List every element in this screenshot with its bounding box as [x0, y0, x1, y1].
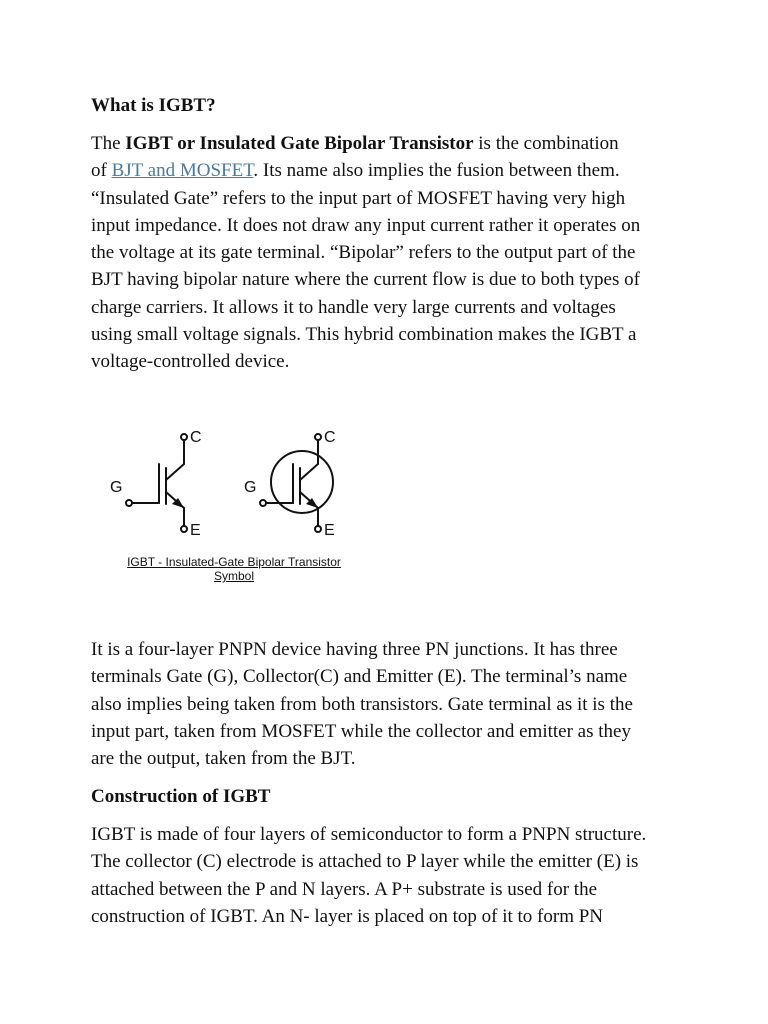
layers-line-5: are the output, taken from the BJT. [91, 748, 356, 770]
bjt-mosfet-link[interactable]: BJT and MOSFET [111, 160, 254, 182]
construction-line-2: The collector (C) electrode is attached to P layer while the emitter (E) is [91, 851, 639, 873]
intro-line-8: using small voltage signals. This hybrid combination makes the IGBT a [91, 324, 637, 346]
igbt-symbol-diagram [100, 420, 368, 550]
collector-label-1: C [190, 429, 202, 446]
intro-line-2 [91, 157, 691, 184]
layers-paragraph [91, 636, 691, 772]
construction-line-4: construction of IGBT. An N- layer is placed on top of it to form PN [91, 905, 604, 927]
heading-what-is-igbt: What is IGBT? [91, 95, 216, 116]
heading-construction-of-igbt: Construction of IGBT [91, 786, 271, 807]
igbt-symbol-figure [100, 420, 380, 595]
emitter-terminal-1 [181, 526, 187, 532]
layers-line-4: input part, taken from MOSFET while the collector and emitter as they [91, 720, 631, 742]
intro-text: is the combination [473, 133, 619, 154]
construction-paragraph [91, 821, 691, 930]
figure-caption [100, 555, 368, 583]
intro-line-5: the voltage at its gate terminal. “Bipolar” refers to the output part of the [91, 242, 636, 264]
caption-line-1: IGBT - Insulated-Gate Bipolar Transistor [127, 555, 341, 569]
gate-label-2: G [244, 479, 257, 496]
collector-label-2: C [324, 429, 336, 446]
gate-label-1: G [110, 479, 123, 496]
layers-line-1: It is a four-layer PNPN device having three PN junctions. It has three [91, 639, 618, 660]
intro-text: . Its name also implies the fusion between them. [253, 160, 620, 182]
construction-line-3: attached between the P and N layers. A P+ substrate is used for the [91, 878, 597, 900]
intro-line-4: input impedance. It does not draw any input current rather it operates on [91, 214, 641, 236]
emitter-label-2: E [324, 522, 335, 539]
intro-line-7: charge carriers. It allows it to handle very large currents and voltages [91, 296, 616, 318]
intro-line-9: voltage-controlled device. [91, 351, 290, 373]
intro-line-6: BJT having bipolar nature where the current flow is due to both types of [91, 269, 640, 291]
intro-line-1 [91, 130, 691, 157]
igbt-term: IGBT or Insulated Gate Bipolar Transistor [125, 133, 474, 154]
gate-terminal-2 [260, 500, 266, 506]
emitter-terminal-2 [315, 526, 321, 532]
intro-line-3: “Insulated Gate” refers to the input part of MOSFET having very high [91, 187, 626, 209]
gate-terminal-1 [126, 500, 132, 506]
intro-text: The [91, 133, 126, 154]
layers-line-3: also implies being taken from both transistors. Gate terminal as it is the [91, 693, 633, 715]
layers-line-2: terminals Gate (G), Collector(C) and Emitter (E). The terminal’s name [91, 666, 628, 688]
intro-paragraph [91, 130, 691, 376]
construction-line-1: IGBT is made of four layers of semiconductor to form a PNPN structure. [91, 824, 647, 845]
emitter-label-1: E [190, 522, 201, 539]
intro-text: of [91, 160, 112, 182]
caption-line-2: Symbol [213, 569, 254, 583]
